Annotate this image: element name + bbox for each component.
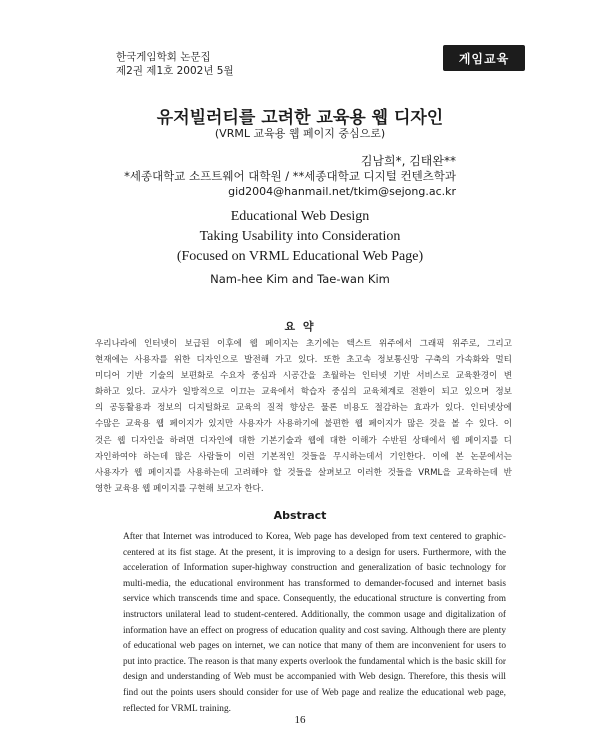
korean-abstract-heading: 요 약 — [284, 320, 316, 333]
korean-subtitle: (VRML 교육용 웹 페이지 중심으로) — [214, 127, 386, 140]
journal-volume: 제2권 제1호 2002년 5월 — [116, 65, 234, 77]
english-abstract-heading: Abstract — [273, 509, 327, 522]
abstract-line: 미디어 기반 기술의 보편화로 수요자 중심과 시공간을 초월하는 인터넷 기반 서비스로 교육환경이 변 — [95, 371, 512, 382]
abstract-line: acceleration of Information super-highway construction and generalization of basic technology for — [123, 563, 506, 574]
journal-name: 한국게임학회 논문집 — [116, 51, 211, 63]
abstract-line: information have an effect on progress of education quality and cost saving. Although there are plenty — [123, 625, 506, 636]
abstract-line: 수많은 교육용 웹 페이지가 있지만 사용자가 사용하기에 불편한 웹 페이지가 많은 것을 볼 수 있다. 이 — [95, 419, 512, 430]
english-title — [0, 207, 600, 267]
korean-title: 유저빌러티를 고려한 교육용 웹 디자인 — [156, 108, 444, 128]
abstract-line: 우리나라에 인터넷이 보급된 이후에 웹 페이지는 초기에는 텍스트 위주에서 그래픽 위주로, 그리고 — [95, 339, 512, 349]
english-title-line: Educational Web Design — [230, 209, 370, 224]
abstract-line: multi-media, the educational environment has transformed to demander-focused and internet basis — [123, 578, 506, 589]
category-tag: 게임교육 — [443, 45, 525, 71]
abstract-line: 영한 교육용 웹 페이지를 구현해 보고자 한다. — [95, 483, 264, 494]
authors-korean: 김남희*, 김태완** — [360, 154, 456, 168]
authors-english: Nam-hee Kim and Tae-wan Kim — [210, 272, 390, 286]
abstract-line: 현재에는 사용자를 위한 디자인으로 발전해 가고 있다. 또한 초고속 정보통신망 구축의 가속화와 멀티 — [95, 355, 512, 366]
abstract-line: put into practice. The reason is that many experts overlook the fundamental which is the basic skill for — [123, 656, 506, 667]
abstract-line: 의 공동활용과 정보의 디지털화로 교육의 질적 향상은 물론 비용도 절감하는 효과가 있다. 인터넷상에 — [95, 403, 512, 414]
abstract-line: instructors unilateral lead to student-centered. Additionally, the common usage and digitalization of — [123, 609, 506, 620]
abstract-line: of educational web pages on internet, we can notice that many of them are inconvenient for users to — [123, 641, 506, 652]
english-abstract — [123, 530, 506, 717]
page-number: 16 — [294, 714, 306, 726]
affiliation-korean: *세종대학교 소프트웨어 대학원 / **세종대학교 디지털 컨텐츠학과 — [124, 169, 456, 183]
korean-abstract — [95, 336, 512, 497]
abstract-line: find out the points users should consider for use of Web page and realize the educational web page, — [123, 687, 506, 698]
abstract-line: 자인하여야 하는데 많은 사람들이 이런 기본적인 것들을 무시하는데서 기인한다. 이에 본 논문에서는 — [95, 451, 512, 462]
abstract-line: 사용자가 웹 페이지를 사용하는데 고려해야 할 것들을 살펴보고 이러한 것들을 VRML을 교육하는데 반 — [95, 467, 512, 478]
author-email: gid2004@hanmail.net/tkim@sejong.ac.kr — [228, 185, 456, 198]
abstract-line: design and understanding of Web must be accompanied with Web design. Therefore, this thesis will — [123, 672, 506, 683]
abstract-line: After that Internet was introduced to Korea, Web page has developed from text centered to graphic- — [123, 532, 506, 542]
abstract-line: service which transcends time and space. Consequently, the educational structure is converting from — [123, 594, 506, 605]
english-title-line: (Focused on VRML Educational Web Page) — [176, 249, 424, 264]
abstract-line: reflected for VRML training. — [123, 703, 231, 714]
abstract-line: centered at its fist stage. At the present, it is improving to a design for users. Furthermore, with the — [123, 547, 506, 558]
journal-info — [116, 50, 234, 78]
english-title-line: Taking Usability into Consideration — [199, 229, 401, 244]
abstract-line: 것은 웹 디자인을 하려면 디자인에 대한 기본기술과 웹에 대한 이해가 수반된 상태에서 웹 페이지를 디 — [95, 435, 512, 446]
abstract-line: 화하고 있다. 교사가 일방적으로 이끄는 교육에서 학습자 중심의 교육체계로 전환이 되고 있으며 정보 — [95, 387, 512, 398]
